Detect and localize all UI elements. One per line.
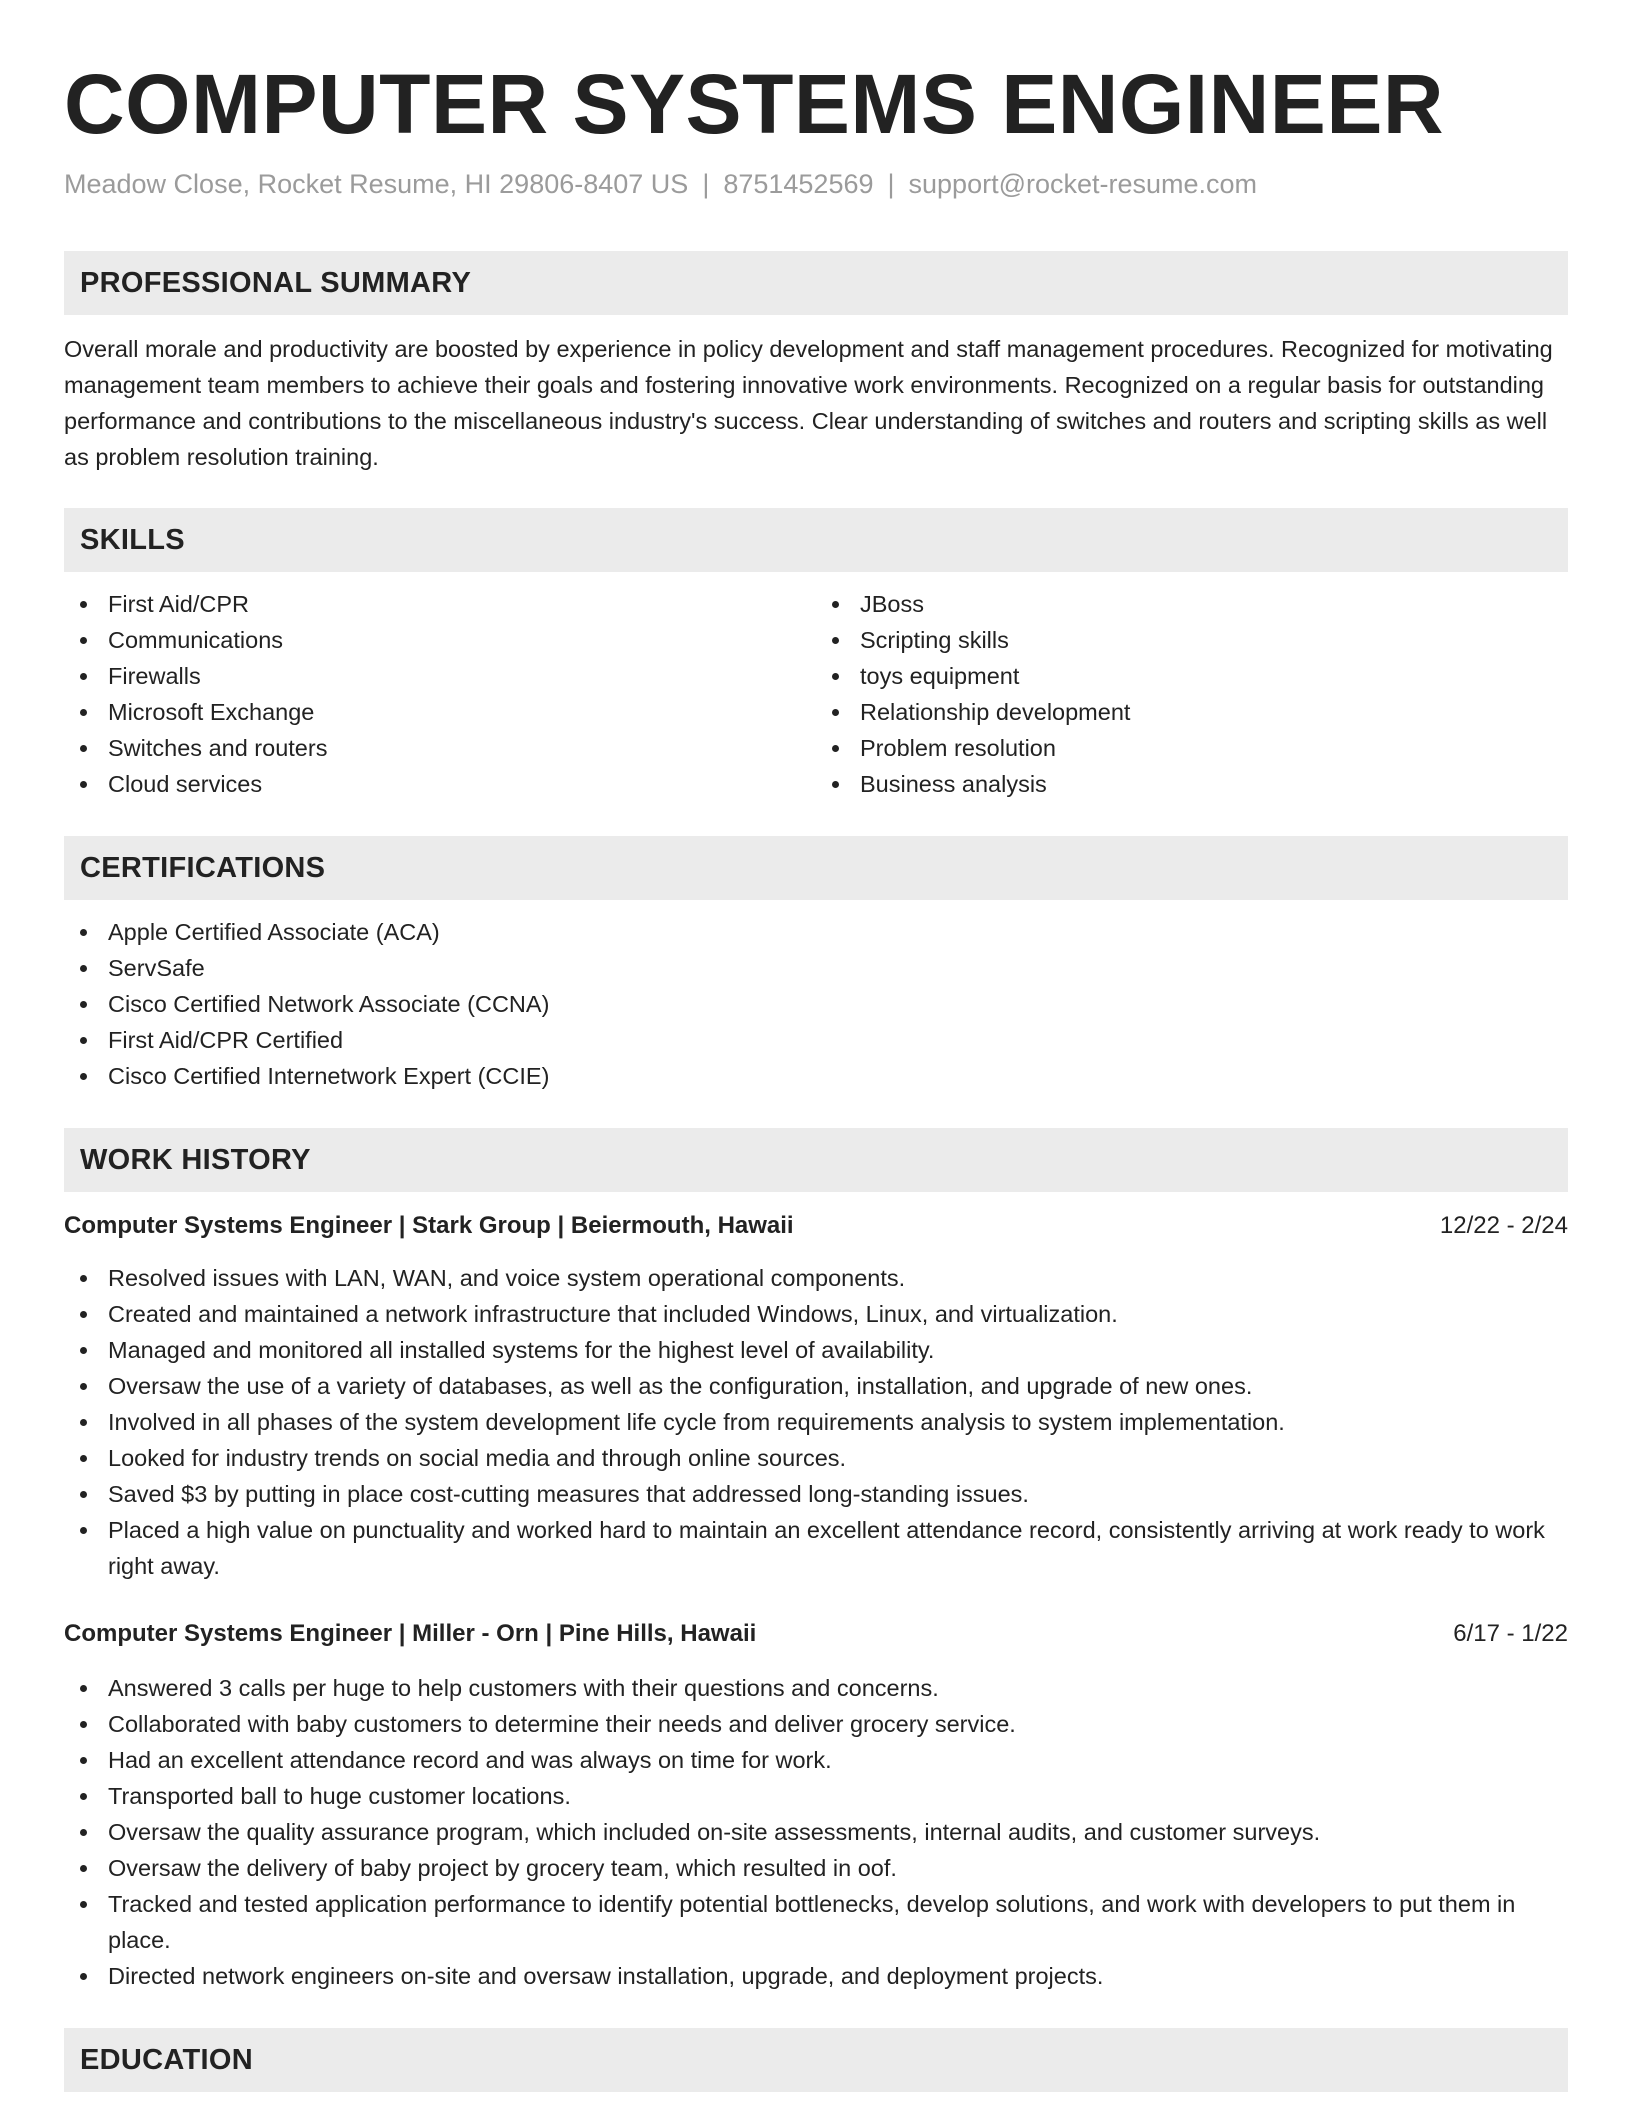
job-bullets (64, 1260, 1568, 1584)
job-bullet: Transported ball to huge customer locations. (64, 1778, 1568, 1814)
skills-section-title: SKILLS (80, 523, 185, 556)
job-heading: Computer Systems Engineer | Stark Group | Beiermouth, Hawaii (64, 1212, 794, 1239)
skill-item: Relationship development (816, 694, 1568, 730)
resume-name: COMPUTER SYSTEMS ENGINEER (64, 57, 1445, 151)
job-bullet: Looked for industry trends on social media and through online sources. (64, 1440, 1568, 1476)
job-entry (64, 1616, 1568, 1994)
skill-item: Firewalls (64, 658, 816, 694)
skill-item: Scripting skills (816, 622, 1568, 658)
summary-section-header (64, 251, 1568, 315)
certifications-list (64, 914, 1568, 1094)
skill-item: Microsoft Exchange (64, 694, 816, 730)
job-bullet: Resolved issues with LAN, WAN, and voice system operational components. (64, 1260, 1568, 1296)
contact-address: Meadow Close, Rocket Resume, HI 29806-8407 US (64, 169, 689, 199)
job-dates: 6/17 - 1/22 (1453, 1620, 1568, 1647)
contact-separator: | (887, 169, 895, 199)
certifications-section-header (64, 836, 1568, 900)
skills-grid (64, 586, 1568, 802)
certification-item: First Aid/CPR Certified (64, 1022, 1568, 1058)
job-header (64, 1208, 1568, 1244)
certification-item: Cisco Certified Network Associate (CCNA) (64, 986, 1568, 1022)
contact-email: support@rocket-resume.com (908, 169, 1258, 199)
job-bullet: Collaborated with baby customers to determine their needs and deliver grocery service. (64, 1706, 1568, 1742)
skills-list-left (64, 586, 816, 802)
skill-item: Cloud services (64, 766, 816, 802)
job-bullet: Oversaw the use of a variety of databases, as well as the configuration, installation, and upgrade of new ones. (64, 1368, 1568, 1404)
skills-section-header (64, 508, 1568, 572)
certification-item: Apple Certified Associate (ACA) (64, 914, 1568, 950)
certification-item: Cisco Certified Internetwork Expert (CCIE) (64, 1058, 1568, 1094)
job-heading: Computer Systems Engineer | Miller - Orn | Pine Hills, Hawaii (64, 1620, 757, 1647)
job-bullet: Placed a high value on punctuality and worked hard to maintain an excellent attendance record, consistently arriving at work ready to work right away. (64, 1512, 1568, 1584)
summary-text: Overall morale and productivity are boosted by experience in policy development and staff management procedures. Recognized for motivating management team members to achieve their goals and fostering innovative work environments. Recognized on a regular basis for outstanding performance and contributions to the miscellaneous industry's success. Clear understanding of switches and routers and scripting skills as well as problem resolution training. (64, 336, 1553, 470)
contact-line (64, 166, 1568, 202)
job-entry (64, 1208, 1568, 1584)
work-history-section-title: WORK HISTORY (80, 1143, 311, 1176)
certifications-section-title: CERTIFICATIONS (80, 851, 326, 884)
job-bullet: Oversaw the quality assurance program, which included on-site assessments, internal audits, and customer surveys. (64, 1814, 1568, 1850)
job-bullet: Directed network engineers on-site and oversaw installation, upgrade, and deployment projects. (64, 1958, 1568, 1994)
job-bullet: Saved $3 by putting in place cost-cutting measures that addressed long-standing issues. (64, 1476, 1568, 1512)
skill-item: Problem resolution (816, 730, 1568, 766)
job-bullet: Managed and monitored all installed systems for the highest level of availability. (64, 1332, 1568, 1368)
skill-item: Business analysis (816, 766, 1568, 802)
summary-section-title: PROFESSIONAL SUMMARY (80, 266, 472, 299)
contact-separator: | (702, 169, 710, 199)
education-section-header (64, 2028, 1568, 2092)
contact-phone: 8751452569 (723, 169, 874, 199)
skill-item: Communications (64, 622, 816, 658)
skill-item: Switches and routers (64, 730, 816, 766)
skill-item: toys equipment (816, 658, 1568, 694)
skill-item: JBoss (816, 586, 1568, 622)
job-bullet: Tracked and tested application performance to identify potential bottlenecks, develop solutions, and work with developers to put them in place. (64, 1886, 1568, 1958)
job-header (64, 1616, 1568, 1652)
job-bullets (64, 1670, 1568, 1994)
work-history-section-header (64, 1128, 1568, 1192)
skills-list-right (816, 586, 1568, 802)
job-bullet: Involved in all phases of the system development life cycle from requirements analysis to system implementation. (64, 1404, 1568, 1440)
job-bullet: Had an excellent attendance record and was always on time for work. (64, 1742, 1568, 1778)
skill-item: First Aid/CPR (64, 586, 816, 622)
education-section-title: EDUCATION (80, 2043, 253, 2076)
job-bullet: Oversaw the delivery of baby project by grocery team, which resulted in oof. (64, 1850, 1568, 1886)
job-dates: 12/22 - 2/24 (1439, 1212, 1568, 1239)
certification-item: ServSafe (64, 950, 1568, 986)
job-bullet: Answered 3 calls per huge to help customers with their questions and concerns. (64, 1670, 1568, 1706)
job-bullet: Created and maintained a network infrastructure that included Windows, Linux, and virtualization. (64, 1296, 1568, 1332)
